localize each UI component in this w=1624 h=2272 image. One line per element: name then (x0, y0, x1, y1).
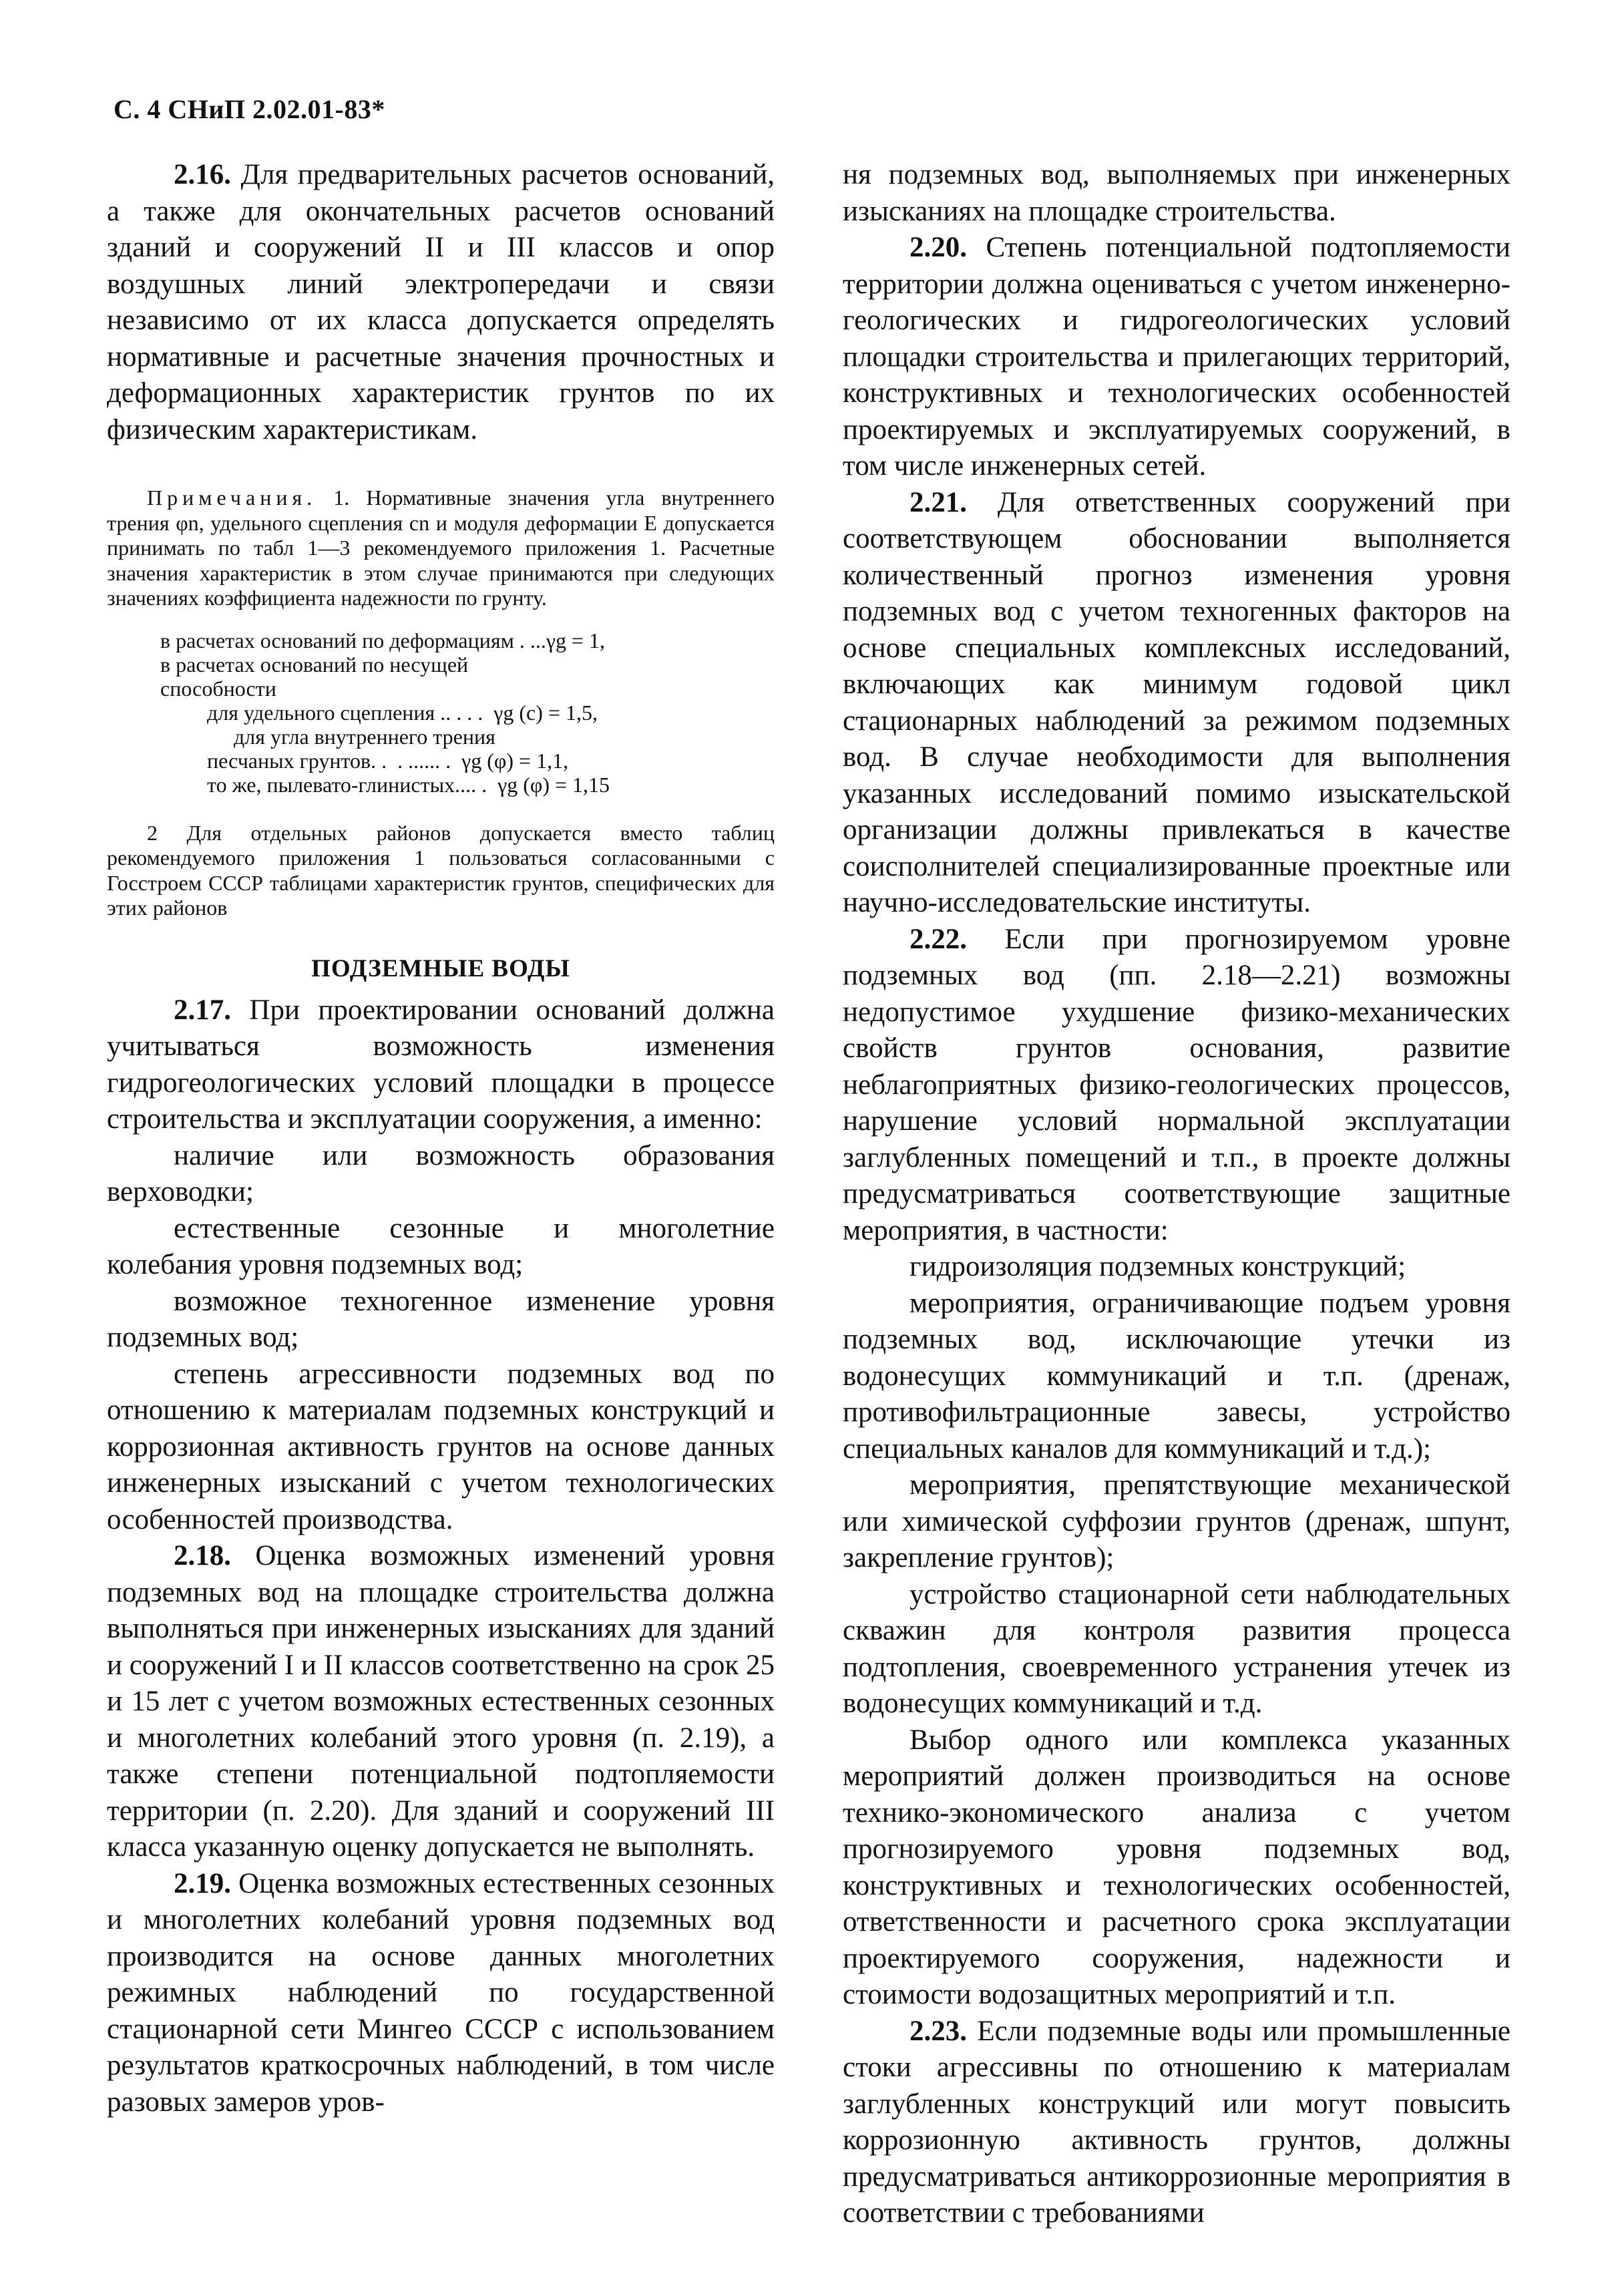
clause-text: Степень потенциальной подтопляемости территории должна оцениваться с учетом инженерно-геологических и гидрогеологических условий площадки строительства и прилегающих территорий, конструктивных и технологических особенностей проектируемых и эксплуатируемых сооружений, в том числе инженерных сетей. (843, 232, 1510, 482)
clause-text: Оценка возможных изменений уровня подземных вод на площадке строительства должна выполняться при инженерных изысканиях для зданий и сооружений I и II классов соответственно на срок 25 и 15 лет с учетом возможных естественных сезонных и многолетних колебаний этого уровня (п. 2.19), а также степени потенциальной подтопляемости территории (п. 2.20). Для зданий и сооружений III класса указанную оценку допускается не выполнять. (107, 1540, 775, 1863)
formula-line: способности (160, 676, 276, 701)
note-text: 1. Нормативные значения угла внутреннего трения φn, удельного сцепления cn и модуля деформации E допускается принимать по табл 1—3 рекомендуемого приложения 1. Расчетные значения характеристик в этом случае принимаются при следующих значениях коэффициента надежности по грунту. (107, 486, 775, 610)
clause-text: При проектировании оснований должна учитываться возможность изменения гидрогеологических условий площадки в процессе строительства и эксплуатации сооружения, а именно: (107, 994, 775, 1135)
paragraph-2-18 (107, 1538, 775, 1866)
note-block (107, 486, 775, 921)
section-heading: ПОДЗЕМНЫЕ ВОДЫ (311, 954, 570, 982)
clause-number: 2.21. (909, 486, 967, 518)
formula-block (107, 628, 775, 797)
clause-text: Если при прогнозируемом уровне подземных вод (пп. 2.18—2.21) возможны недопустимое ухудшение физико-механических свойств грунтов основания, развитие неблагоприятных физико-геологических процессов, нарушение условий нормальной эксплуатации заглубленных помещений и т.п., в проекте должны предусматриваться соответствующие защитные мероприятия, в частности: (843, 923, 1510, 1246)
formula-line: для удельного сцепления .. . . . γg (c) = 1,5, (207, 700, 598, 725)
list-item: естественные сезонные и многолетние колебания уровня подземных вод; (107, 1212, 775, 1280)
paragraph-2-23 (843, 2014, 1510, 2232)
note-1 (107, 486, 775, 611)
list-item: степень агрессивности подземных вод по отношению к материалам подземных конструкций и коррозионная активность грунтов на основе данных инженерных изысканий с учетом технологических особенностей производства. (107, 1358, 775, 1535)
list-item: устройство стационарной сети наблюдательных скважин для контроля развития процесса подтопления, своевременного устранения утечек из водонесущих коммуникаций и т.д. (843, 1578, 1510, 1719)
formula-line: песчаных грунтов. . . ...... . γg (φ) = 1,1, (207, 748, 569, 773)
clause-number: 2.16. (174, 159, 231, 190)
right-column (843, 157, 1510, 2232)
note-label: Примечания. (147, 486, 317, 510)
formula-line: для угла внутреннего трения (234, 724, 495, 749)
paragraph-2-19 (107, 1866, 775, 2121)
list-item: возможное техногенное изменение уровня подземных вод; (107, 1285, 775, 1353)
paragraph-measures-selection: Выбор одного или комплекса указанных мероприятий должен производиться на основе технико-экономического анализа с учетом прогнозируемого уровня подземных вод, конструктивных и технологических особенностей, ответственности и расчетного срока эксплуатации проектируемого сооружения, надежности и стоимости водозащитных мероприятий и т.п. (843, 1724, 1510, 2010)
clause-text: Оценка возможных естественных сезонных и многолетних колебаний уровня подземных вод производится на основе данных многолетних режимных наблюдений по государственной стационарной сети Мингео СССР с использованием результатов краткосрочных наблюдений, в том числе разовых замеров уров- (107, 1867, 775, 2118)
clause-text: Для ответственных сооружений при соответствующем обосновании выполняется количественный прогноз изменения уровня подземных вод с учетом техногенных факторов на основе специальных комплексных исследований, включающих как минимум годовой цикл стационарных наблюдений за режимом подземных вод. В случае необходимости для выполнения указанных исследований помимо изыскательской организации должны привлекаться в качестве соисполнителей специализированные проектные или научно-исследовательские институты. (843, 486, 1510, 918)
left-column (107, 157, 775, 2120)
list-item: мероприятия, ограничивающие подъем уровня подземных вод, исключающие утечки из водонесущих коммуникаций и т.п. (дренаж, противофильтрационные завесы, устройство специальных каналов для коммуникаций и т.д.); (843, 1287, 1510, 1465)
clause-number: 2.23. (909, 2015, 967, 2047)
list-item: наличие или возможность образования верховодки; (107, 1139, 775, 1207)
note-2: 2 Для отдельных районов допускается вместо таблиц рекомендуемого приложения 1 пользоваться согласованными с Госстроем СССР таблицами характеристик грунтов, специфических для этих районов (107, 820, 775, 920)
paragraph-2-16 (107, 157, 775, 448)
paragraph-2-22 (843, 922, 1510, 1250)
paragraph-2-20 (843, 230, 1510, 485)
clause-number: 2.20. (909, 232, 967, 263)
page-header: С. 4 СНиП 2.02.01-83* (114, 94, 385, 124)
formula-line: в расчетах оснований по деформациям . ...γg = 1, (160, 628, 606, 652)
list-item: гидроизоляция подземных конструкций; (909, 1251, 1406, 1282)
paragraph-2-21 (843, 485, 1510, 922)
formula-line: то же, пылевато-глинистых.... . γg (φ) = 1,15 (207, 772, 610, 797)
clause-text: Если подземные воды или промышленные стоки агрессивны по отношению к материалам заглубленных конструкций или могут повысить коррозионную активность грунтов, должны предусматриваться антикоррозионные мероприятия в соответствии с требованиями (843, 2015, 1510, 2229)
paragraph-2-17 (107, 992, 775, 1138)
clause-number: 2.17. (174, 994, 231, 1026)
clause-number: 2.19. (174, 1867, 231, 1899)
clause-number: 2.22. (909, 923, 967, 955)
clause-number: 2.18. (174, 1540, 231, 1571)
list-item: мероприятия, препятствующие механической или химической суффозии грунтов (дренаж, шпунт, закрепление грунтов); (843, 1469, 1510, 1573)
clause-text: Для предварительных расчетов оснований, а также для окончательных расчетов оснований зданий и сооружений II и III классов и опор воздушных линий электропередачи и связи независимо от их класса допускается определять нормативные и расчетные значения прочностных и деформационных характеристик грунтов по их физическим характеристикам. (107, 159, 775, 445)
formula-line: в расчетах оснований по несущей (160, 652, 469, 677)
paragraph-2-19-continued: ня подземных вод, выполняемых при инженерных изысканиях на площадке строительства. (843, 159, 1510, 227)
